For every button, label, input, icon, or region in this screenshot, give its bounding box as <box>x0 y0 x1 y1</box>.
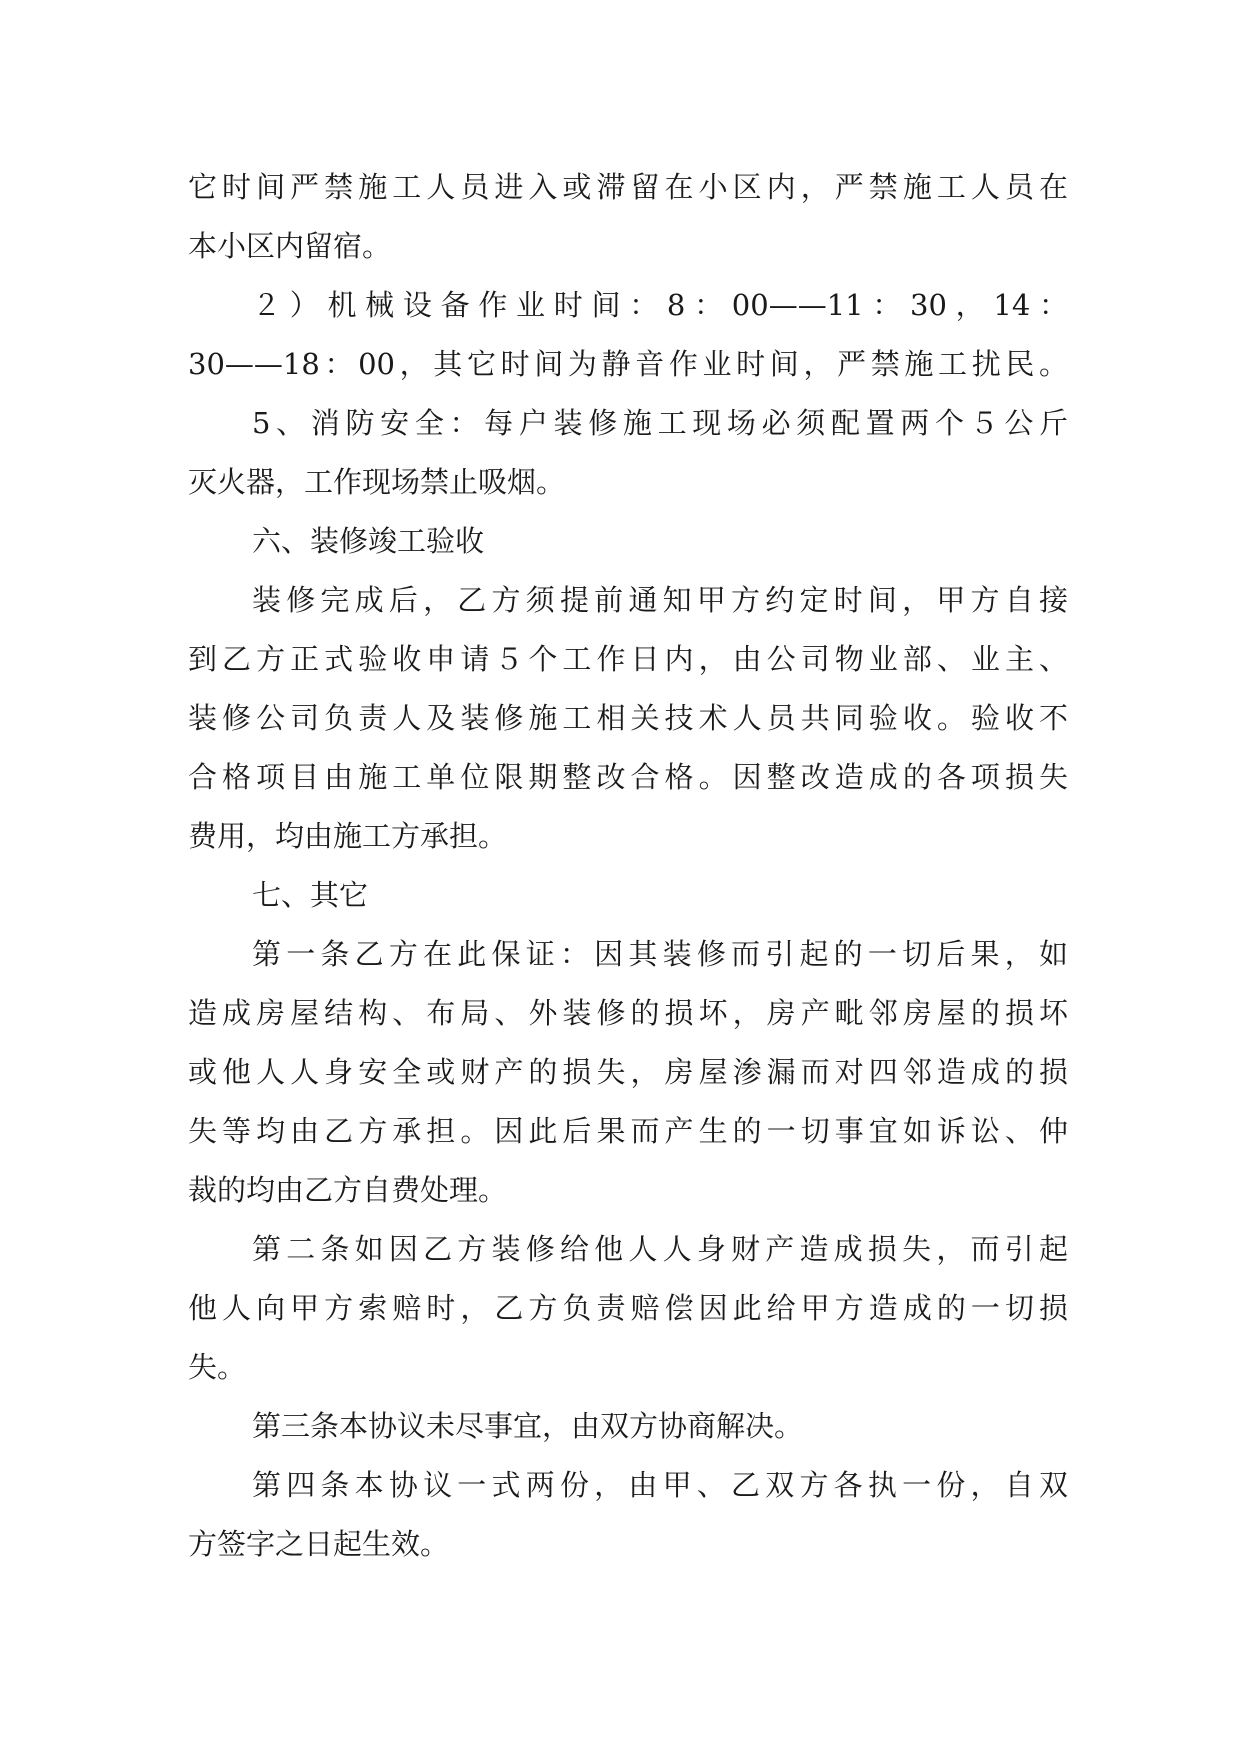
text-line: 裁的均由乙方自费处理。 <box>188 1173 508 1207</box>
text-line: 第四条本协议一式两份，由甲、乙双方各执一份，自双 <box>252 1468 1068 1502</box>
text-line: 装修完成后，乙方须提前通知甲方约定时间，甲方自接 <box>252 583 1068 617</box>
text-line: 六、装修竣工验收 <box>252 524 485 558</box>
text-line: 本小区内留宿。 <box>188 229 392 263</box>
text-line: ２）机械设备作业时间：8：00——11：30，14： <box>252 288 1068 322</box>
text-line: 第三条本协议未尽事宜，由双方协商解决。 <box>252 1409 804 1443</box>
text-line: 第一条乙方在此保证：因其装修而引起的一切后果，如 <box>252 937 1068 971</box>
text-line: 5、消防安全：每户装修施工现场必须配置两个５公斤 <box>252 406 1068 440</box>
text-line: 它时间严禁施工人员进入或滞留在小区内，严禁施工人员在 <box>188 170 1068 204</box>
text-line: 七、其它 <box>252 878 369 912</box>
text-line: 装修公司负责人及装修施工相关技术人员共同验收。验收不 <box>188 701 1068 735</box>
text-line: 他人向甲方索赔时，乙方负责赔偿因此给甲方造成的一切损 <box>188 1291 1068 1325</box>
text-line: 灭火器，工作现场禁止吸烟。 <box>188 465 566 499</box>
text-line: 到乙方正式验收申请５个工作日内，由公司物业部、业主、 <box>188 642 1068 676</box>
text-line: 费用，均由施工方承担。 <box>188 819 508 853</box>
text-line: 失等均由乙方承担。因此后果而产生的一切事宜如诉讼、仲 <box>188 1114 1068 1148</box>
text-line: 第二条如因乙方装修给他人人身财产造成损失，而引起 <box>252 1232 1068 1266</box>
text-line: 造成房屋结构、布局、外装修的损坏，房产毗邻房屋的损坏 <box>188 996 1068 1030</box>
text-line: 失。 <box>188 1350 247 1384</box>
text-line: 方签字之日起生效。 <box>188 1527 450 1561</box>
text-line: 或他人人身安全或财产的损失，房屋渗漏而对四邻造成的损 <box>188 1055 1068 1089</box>
document-body <box>188 158 1068 1574</box>
text-line: 30——18：00，其它时间为静音作业时间，严禁施工扰民。 <box>188 347 1068 381</box>
text-line: 合格项目由施工单位限期整改合格。因整改造成的各项损失 <box>188 760 1068 794</box>
